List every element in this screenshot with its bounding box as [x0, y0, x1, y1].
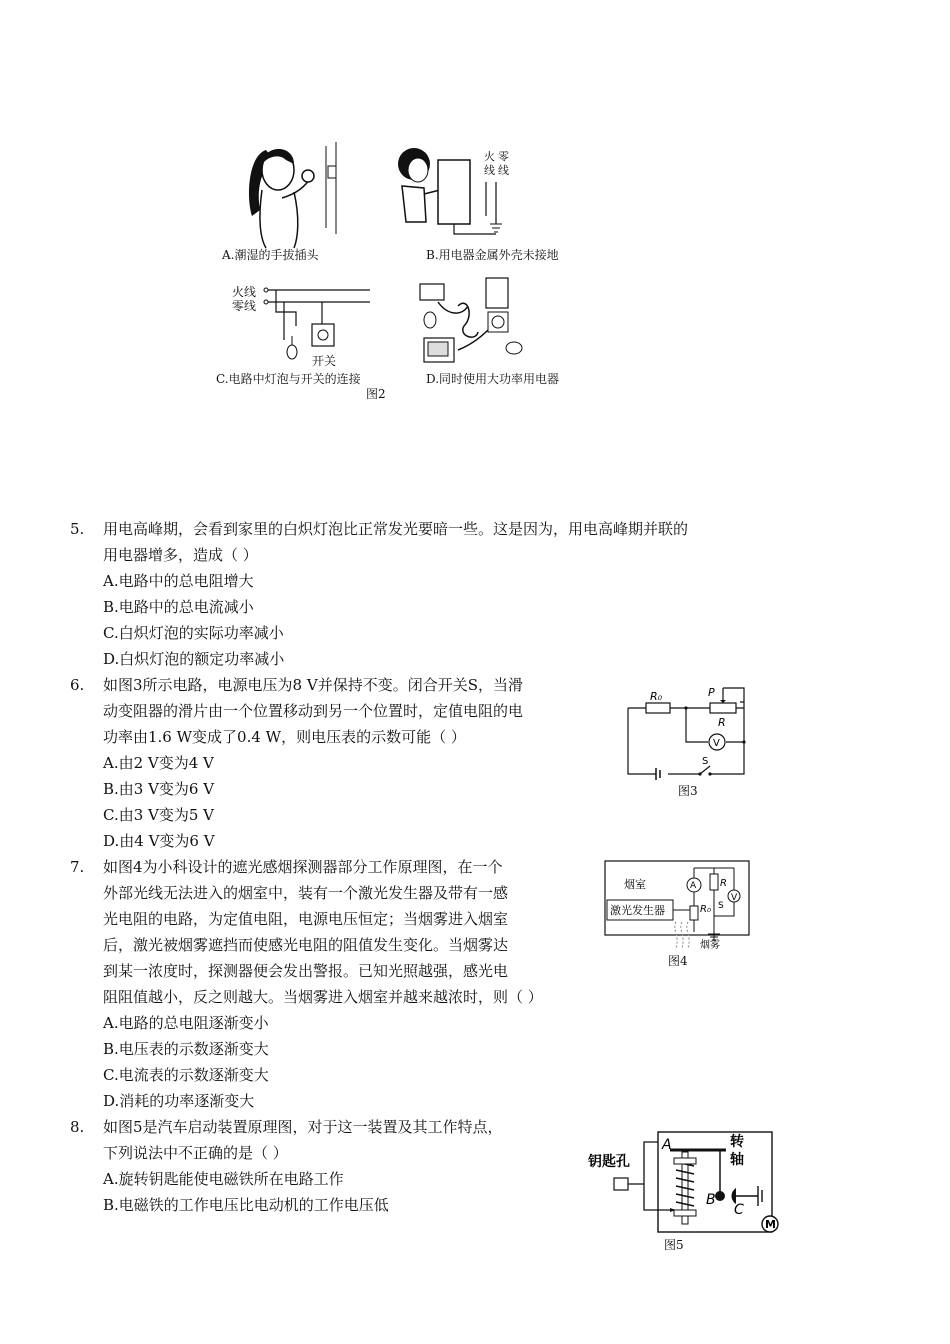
figure3-label: 图3: [678, 784, 698, 798]
q7-number: 7.: [70, 858, 85, 876]
q7-stem: [103, 854, 543, 1114]
q6-line: 如图3所示电路，电源电压为8 V并保持不变。闭合开关S，当滑: [103, 676, 523, 694]
q6-number: 6.: [70, 676, 85, 694]
figure4-label: 图4: [668, 954, 688, 968]
q5-option-a: A.电路中的总电阻增大: [103, 572, 254, 590]
q6-option-a: A.由2 V变为4 V: [103, 754, 214, 772]
q5-line: 用电器增多，造成（ ）: [103, 546, 258, 564]
q7-line: 到某一浓度时，探测器便会发出警报。已知光照越强，感光电: [103, 962, 509, 980]
figure2-caption-d: D.同时使用大功率用电器: [426, 372, 560, 386]
q6-line: 动变阻器的滑片由一个位置移动到另一个位置时，定值电阻的电: [103, 702, 524, 720]
q7-line: 阻阻值越小，反之则越大。当烟雾进入烟室并越来越浓时，则（ ）: [103, 988, 543, 1006]
figure2-c-switch-label: 开关: [312, 354, 337, 368]
figure3-circuit: [620, 682, 760, 782]
figure5-axis-label-2: 轴: [730, 1152, 744, 1168]
figure5-c-label: C: [734, 1202, 744, 1218]
figure2-caption-b: B.用电器金属外壳未接地: [426, 248, 559, 262]
figure3-p-label: P: [708, 686, 715, 699]
figure5-a-label: A: [662, 1137, 672, 1153]
q7-line: 光电阻的电路，为定值电阻，电源电压恒定；当烟雾进入烟室: [103, 910, 509, 928]
q6-stem: [103, 672, 523, 854]
q6-option-b: B.由3 V变为6 V: [103, 780, 215, 798]
q7-line: 如图4为小科设计的遮光感烟探测器部分工作原理图，在一个: [103, 858, 503, 876]
figure4-s-label: S: [718, 901, 724, 911]
q7-line: 外部光线无法进入的烟室中，装有一个激光发生器及带有一感: [103, 884, 509, 902]
q6-option-d: D.由4 V变为6 V: [103, 832, 215, 850]
figure3-r0-label: R₀: [650, 690, 663, 703]
q5-option-d: D.白炽灯泡的额定功率减小: [103, 650, 285, 668]
q6-option-c: C.由3 V变为5 V: [103, 806, 214, 824]
figure4-laser-label: 激光发生器: [610, 904, 665, 917]
q7-option-d: D.消耗的功率逐渐变大: [103, 1092, 255, 1110]
figure3-switch-label: S: [702, 756, 709, 767]
q5-option-c: C.白炽灯泡的实际功率减小: [103, 624, 284, 642]
figure3-r-label: R: [718, 716, 726, 729]
figure2-caption-c: C.电路中灯泡与开关的连接: [216, 372, 361, 386]
figure2-b-zero-label2: 线: [498, 164, 509, 177]
figure4-diagram: [604, 860, 750, 952]
q8-line: 如图5是汽车启动装置原理图，对于这一装置及其工作特点，: [103, 1118, 503, 1136]
figure4-ammeter-label: A: [690, 881, 697, 891]
figure2-c-zero-label: 零线: [232, 299, 257, 313]
figure2-b-fire-label: 火: [484, 150, 495, 163]
figure2-d-illustration: [418, 276, 528, 368]
figure5-keyhole-label: 钥匙孔: [588, 1154, 630, 1170]
q5-stem: [103, 516, 688, 672]
q6-line: 功率由1.6 W变成了0.4 W，则电压表的示数可能（ ）: [103, 728, 466, 746]
figure4-smoke-label: 烟雾: [700, 940, 720, 951]
figure2-b-fire-label2: 线: [484, 164, 495, 177]
q8-option-b: B.电磁铁的工作电压比电动机的工作电压低: [103, 1196, 389, 1214]
figure4-r-label: R: [720, 878, 727, 889]
q5-number: 5.: [70, 520, 85, 538]
figure2-a-illustration: [236, 138, 346, 248]
figure2-c-fire-label: 火线: [232, 285, 257, 299]
figure5-b-label: B: [706, 1192, 716, 1208]
q8-option-a: A.旋转钥匙能使电磁铁所在电路工作: [103, 1170, 344, 1188]
q7-option-b: B.电压表的示数逐渐变大: [103, 1040, 269, 1058]
figure2-b-zero-label: 零: [498, 150, 509, 163]
figure5-label: 图5: [664, 1238, 684, 1252]
q8-number: 8.: [70, 1118, 85, 1136]
q8-stem: [103, 1114, 503, 1218]
figure4-room-label: 烟室: [624, 878, 646, 891]
q8-line: 下列说法中不正确的是（ ）: [103, 1144, 288, 1162]
figure2-caption-a: A.潮湿的手拔插头: [222, 248, 319, 262]
figure2-label: 图2: [366, 387, 386, 401]
q5-line: 用电高峰期，会看到家里的白炽灯泡比正常发光要暗一些。这是因为，用电高峰期并联的: [103, 520, 689, 538]
q7-option-a: A.电路的总电阻逐渐变小: [103, 1014, 269, 1032]
figure4-voltmeter-label: V: [731, 893, 738, 903]
figure5-axis-label-1: 转: [730, 1134, 744, 1150]
figure5-motor-label: M: [765, 1218, 776, 1231]
figure5-diagram: [588, 1122, 776, 1234]
figure3-voltmeter-label: V: [713, 738, 720, 749]
q5-option-b: B.电路中的总电流减小: [103, 598, 254, 616]
q7-option-c: C.电流表的示数逐渐变大: [103, 1066, 269, 1084]
figure4-r0-label: R₀: [700, 904, 711, 915]
q7-line: 后，激光被烟雾遮挡而使感光电阻的阻值发生变化。当烟雾达: [103, 936, 509, 954]
